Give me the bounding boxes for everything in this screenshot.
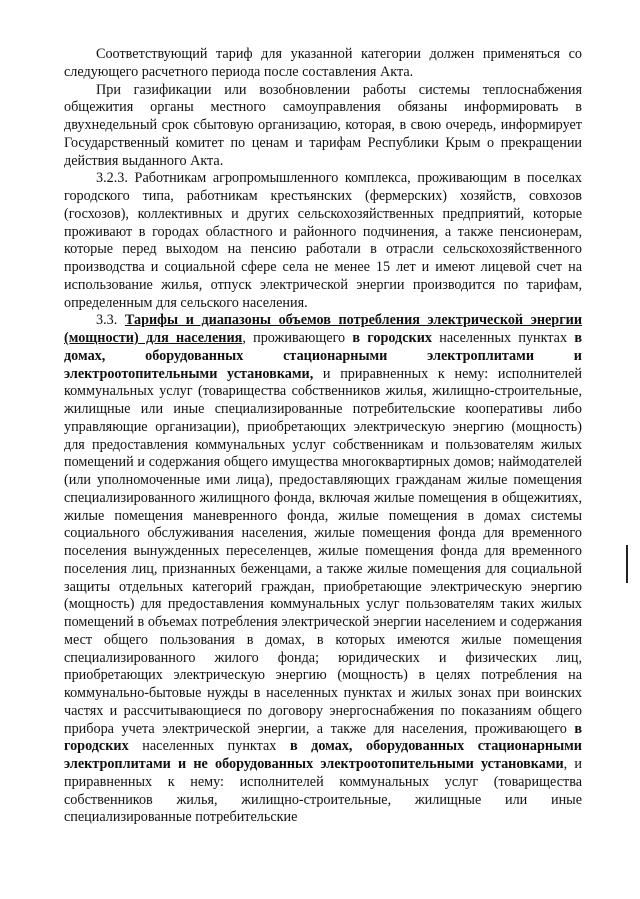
bold-run: в домах, оборудованных стационарными электроплитами и электроотопительными установками,: [64, 330, 582, 382]
text-run: , проживающего: [242, 330, 353, 346]
paragraph-tariff-application: Соответствующий тариф для указанной категории должен применяться со следующего расчетного периода после составления Акта.: [64, 46, 582, 80]
text-run: населенных пунктах: [128, 738, 290, 755]
text-run: , и приравненных к нему: исполнителей коммунальных услуг (товарищества собственников жилья, жилищно-строительные, жилищные или иные специализированные потребительские: [64, 756, 582, 826]
text-run: и приравненных к нему: исполнителей коммунальных услуг (товарищества собственников жилья, жилищно-строительные, жилищные или иные специализированные потребительские кооперативы либо управляющие организации), приобретающих электрическую энергию (мощность) для предоставления коммунальных услуг собственникам и пользователям жилых помещений и содержания общего имущества многоквартирных домов; наймодателей (или уполномоченные ими лица), предоставляющих гражданам жилые помещения специализированного жилищного фонда, включая жилые помещения в общежитиях, жилые помещения маневренного фонда, жилые помещения в домах системы социального обслуживания населения, жилые помещения фонда для временного поселения вынужденных переселенцев, жилые помещения фонда для временного поселения лиц, признанных беженцами, а также жилые помещения для социальной защиты отдельных категорий граждан, приобретающие электрическую энергию (мощность) для предоставления коммунальных услуг пользователям таких жилых помещений в объемах потребления электрической энергии населением и содержания мест общего пользования в домах, в которых имеются жилые помещения специализированного жилого фонда; юридических и физических лиц, приобретающих электрическую энергию (мощность) в целях потребления на коммунально-бытовые нужды в населенных пунктах и жилых зонах при воинских частях и рассчитывающиеся по договору энергоснабжения по показаниям общего прибора учета электрической энергии, а также для населения, проживающего: [64, 365, 582, 737]
section-heading: Тарифы и диапазоны объемов потребления электрической энергии (мощности) для населения: [64, 312, 582, 346]
paragraph-3-2-3: 3.2.3. Работникам агропромышленного комплекса, проживающим в поселках городского типа, работникам крестьянских (фермерских) хозяйств, совхозов (госхозов), коллективных и других сельскохозяйственных предприятий, которые проживают в городах областного и районного подчинения, а также пенсионерам, которые перед выходом на пенсию работали в отрасли сельскохозяйственного производства и социальной сфере села не менее 15 лет и имеют лицевой счет на использование жилья, отпуск электрической энергии производится по тарифам, определенным для сельского населения.: [64, 170, 582, 311]
document-body: [64, 46, 582, 827]
bold-run: в городских: [352, 330, 432, 346]
scan-edge-mark: [626, 545, 628, 583]
section-number: 3.3.: [96, 312, 125, 329]
paragraph-3-3: [64, 312, 582, 827]
bold-run: в домах, оборудованных стационарными электроплитами и не оборудованных электроотопительными установками: [64, 738, 582, 772]
paragraph-gasification: При газификации или возобновлении работы системы теплоснабжения общежития органы местного самоуправления обязаны информировать в двухнедельный срок сбытовую организацию, которая, в свою очередь, информирует Государственный комитет по ценам и тарифам Республики Крым о прекращении действия выданного Акта.: [64, 81, 582, 169]
bold-run: в городских: [64, 720, 582, 755]
text-run: населенных пунктах: [431, 330, 575, 346]
